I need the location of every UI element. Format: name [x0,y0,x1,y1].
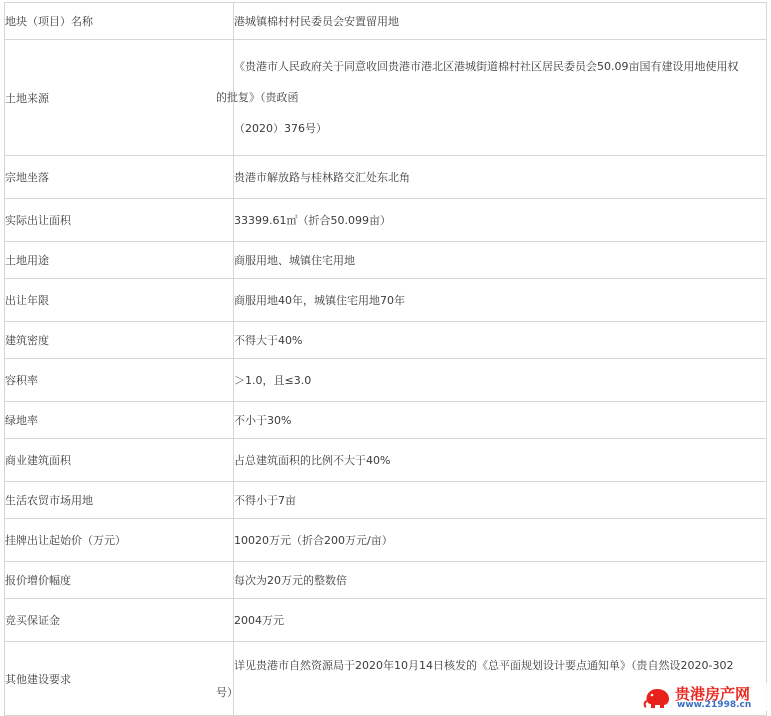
row-key: 商业建筑面积 [5,439,234,482]
table-row-area [5,199,767,242]
row-key: 建筑密度 [5,322,234,359]
row-value: 10020万元（折合200万元/亩） [234,519,767,562]
table-row-land-source [5,40,767,156]
row-value: 每次为20万元的整数倍 [234,562,767,599]
row-key: 出让年限 [5,279,234,322]
row-key: 挂牌出让起始价（万元） [5,519,234,562]
row-value: 港城镇棉村村民委员会安置留用地 [234,3,767,40]
table-row-price-increment [5,562,767,599]
site-watermark [641,683,769,711]
row-key: 宗地坐落 [5,156,234,199]
row-value-line: 的批复》（贵政函 [216,91,299,104]
row-value: ＞1.0，且≤3.0 [234,359,767,402]
row-value: 商服用地、城镇住宅用地 [234,242,767,279]
row-key: 土地用途 [5,242,234,279]
land-parcel-table [4,2,767,716]
table-row-green-ratio [5,402,767,439]
table-row-starting-price [5,519,767,562]
table-row-location [5,156,767,199]
row-key: 报价增价幅度 [5,562,234,599]
elephant-logo-icon [643,685,673,709]
row-value-line: （2020）376号） [234,122,327,135]
row-value-line: 号） [216,685,238,699]
row-value: 33399.61㎡（折合50.099亩） [234,199,767,242]
row-key: 实际出让面积 [5,199,234,242]
table-row-building-density [5,322,767,359]
row-key: 其他建设要求 [5,642,234,716]
table-row-plot-ratio [5,359,767,402]
watermark-url: www.21998.cn [677,700,752,710]
row-value: 2004万元 [234,599,767,642]
row-key: 绿地率 [5,402,234,439]
row-value: 占总建筑面积的比例不大于40% [234,439,767,482]
row-key: 生活农贸市场用地 [5,482,234,519]
table-row-term [5,279,767,322]
row-value: 不得小于7亩 [234,482,767,519]
row-key: 地块（项目）名称 [5,3,234,40]
row-value: 贵港市解放路与桂林路交汇处东北角 [234,156,767,199]
row-key: 竞买保证金 [5,599,234,642]
table-row-deposit [5,599,767,642]
row-value [216,40,767,156]
row-value: 商服用地40年，城镇住宅用地70年 [234,279,767,322]
table-row-market-land [5,482,767,519]
watermark-brand: 贵港房产网 [675,685,751,703]
table-row-commercial-area [5,439,767,482]
row-key: 土地来源 [5,40,234,156]
table-row-parcel-name [5,3,767,40]
table-row-land-use [5,242,767,279]
row-value: 不得大于40% [234,322,767,359]
row-value-line: 详见贵港市自然资源局于2020年10月14日核发的《总平面规划设计要点通知单》（贵自然设2020-302 [234,658,734,672]
row-value: 不小于30% [234,402,767,439]
row-key: 容积率 [5,359,234,402]
row-value-line: 《贵港市人民政府关于同意收回贵港市港北区港城街道棉村社区居民委员会50.09亩国有建设用地使用权 [234,60,739,73]
